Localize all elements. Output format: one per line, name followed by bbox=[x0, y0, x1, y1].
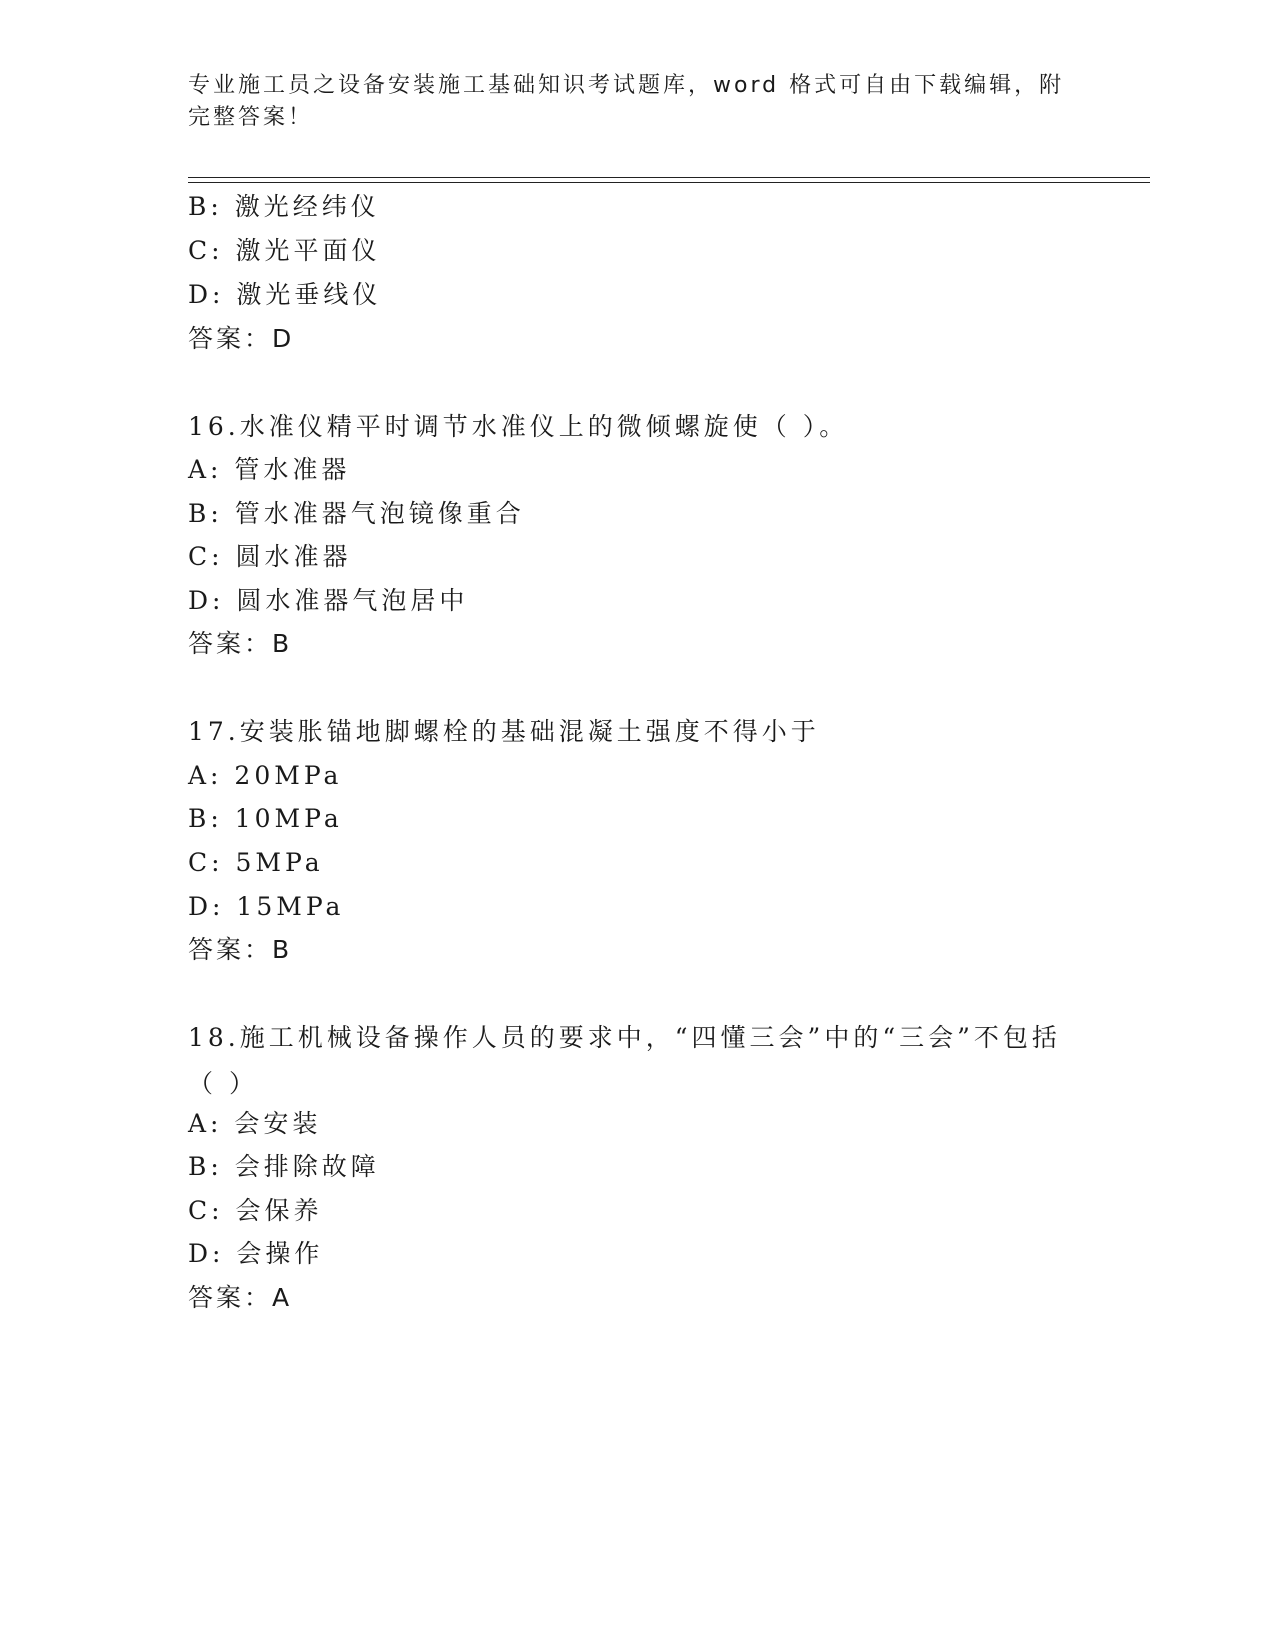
q18-option-a: A: 会安装 bbox=[188, 1109, 322, 1138]
q15-answer: 答案：D bbox=[188, 324, 295, 353]
q16-answer: 答案：B bbox=[188, 629, 293, 658]
q15-option-b: B: 激光经纬仪 bbox=[188, 192, 380, 221]
q18-answer: 答案：A bbox=[188, 1283, 293, 1312]
q17-answer: 答案：B bbox=[188, 935, 293, 964]
q17-option-c: C: 5MPa bbox=[188, 848, 324, 877]
q18-question: 18.施工机械设备操作人员的要求中，“四懂三会”中的“三会”不包括（ ） bbox=[188, 1023, 1061, 1098]
q17-question: 17.安装胀锚地脚螺栓的基础混凝土强度不得小于 bbox=[188, 717, 820, 746]
q16-option-d: D: 圆水准器气泡居中 bbox=[188, 586, 469, 615]
q16-option-c: C: 圆水准器 bbox=[188, 542, 352, 571]
q18-option-b: B: 会排除故障 bbox=[188, 1152, 380, 1181]
q17-option-a: A: 20MPa bbox=[188, 761, 343, 790]
q16-option-b: B: 管水准器气泡镜像重合 bbox=[188, 499, 525, 528]
document-header: 专业施工员之设备安装施工基础知识考试题库，word 格式可自由下载编辑，附完整答案！ bbox=[188, 73, 1065, 130]
q16-option-a: A: 管水准器 bbox=[188, 455, 351, 484]
q17-option-b: B: 10MPa bbox=[188, 804, 343, 833]
q16-question: 16.水准仪精平时调节水准仪上的微倾螺旋使（ ）。 bbox=[188, 412, 849, 441]
header-divider-top bbox=[188, 177, 1150, 178]
q17-option-d: D: 15MPa bbox=[188, 892, 345, 921]
q15-option-d: D: 激光垂线仪 bbox=[188, 280, 382, 309]
q15-option-c: C: 激光平面仪 bbox=[188, 236, 381, 265]
q18-option-c: C: 会保养 bbox=[188, 1196, 323, 1225]
q18-option-d: D: 会操作 bbox=[188, 1239, 324, 1268]
header-divider-bottom bbox=[188, 182, 1150, 183]
